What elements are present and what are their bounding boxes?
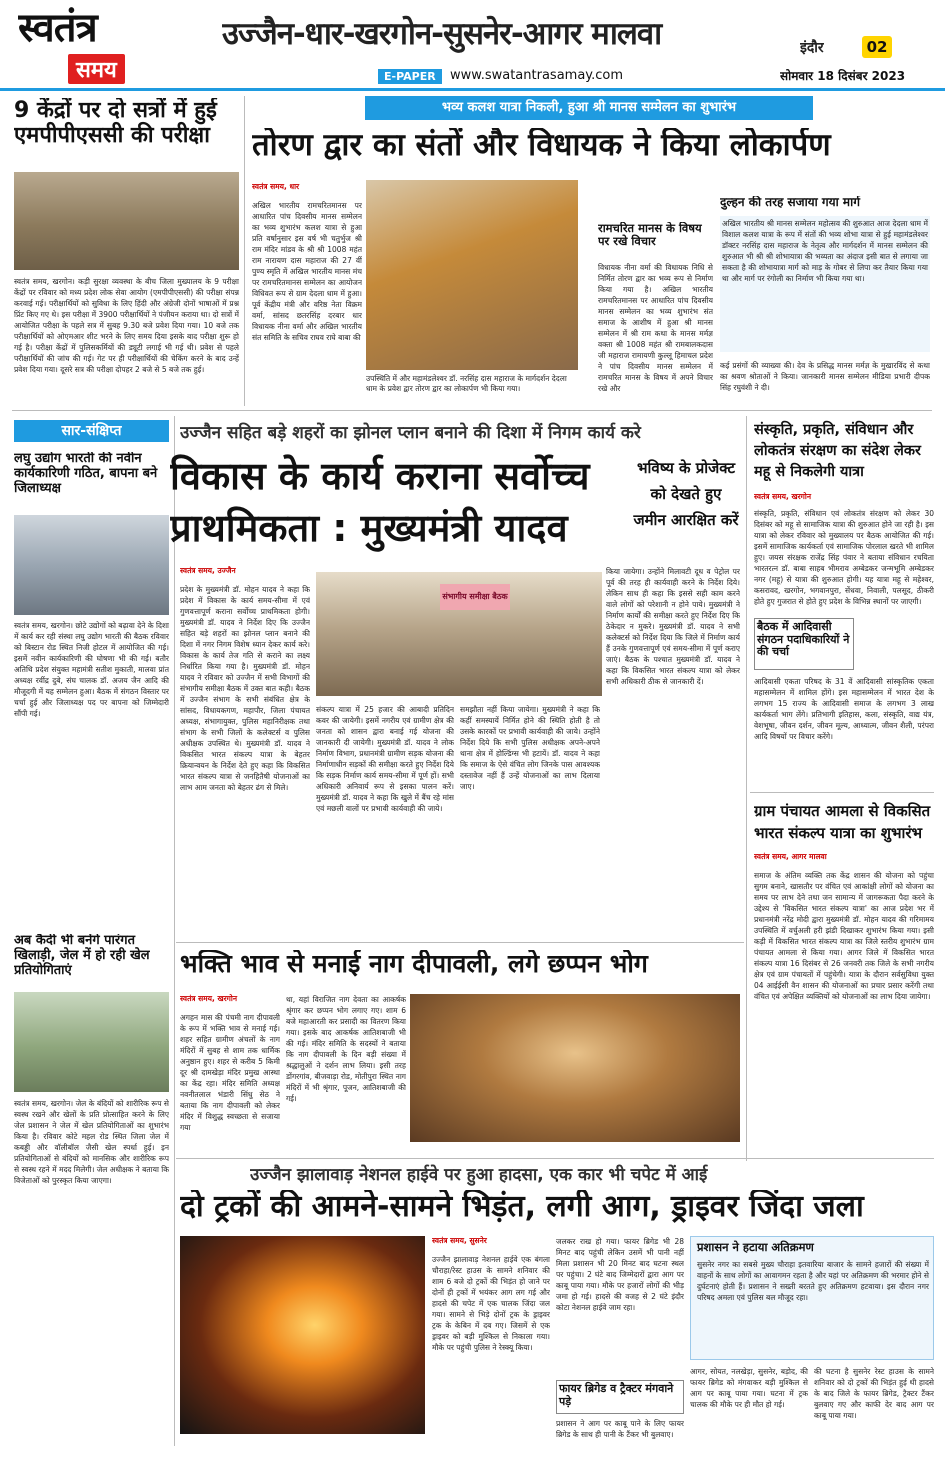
sidebar-item2-headline: अब कैदी भी बनेंगे पारंगत खिलाड़ी, जेल में हो रही खेल प्रतियोगिताएं	[14, 934, 150, 978]
divider	[176, 1158, 934, 1159]
sidebar-item1-headline: लघु उद्योग भारती की नवीन कार्यकारिणी गठित, बापना बने जिलाध्यक्ष	[14, 452, 158, 496]
issue-date: सोमवार 18 दिसंबर 2023	[780, 69, 906, 83]
sidebar-item1-photo	[14, 515, 169, 615]
story7-subhead: फायर ब्रिगेड व ट्रैक्टर मंगवाने पड़े	[556, 1380, 684, 1414]
masthead-rule	[0, 88, 945, 91]
story7-col2: जलकर राख हो गया। फायर ब्रिगेड भी 28 मिनट बाद पहुंची लेकिन उसमें भी पानी नहीं मिला प्रशासन भी 20 मिनट बाद घटना स्थल पर पहुंचा। 2 घंटे बाद जिम्मेदारों द्वारा आग पर काबू पाया गया। मौके पर हजारों लोगों की भीड़ जमा हो गई। हादसे की वजह से 2 घंटे इंदौर कोटा नेशनल हाईवे जाम रहा।	[556, 1237, 684, 1312]
story2-caption: उपस्थिति में और महामंडलेश्वर डॉ. नरसिंह दास महाराज के मार्गदर्शन देदला धाम के प्रवेश द्वार तोरण द्वार का लोकार्पण भी किया गया।	[366, 374, 567, 393]
story1-photo	[14, 172, 239, 270]
story2-headline: तोरण द्वार का संतों और विधायक ने किया लोकार्पण	[252, 128, 831, 163]
divider	[12, 410, 932, 411]
story7-col1: उज्जैन झालावाड़ नेशनल हाईवे एक बंगला चौराहा/रेस्ट हाउस के सामने शनिवार की शाम 6 बजे दो ट्रकों की भिड़ंत हो जाने पर दोनों ही ट्रकों में भयंकर आग लग गई और हादसे की चपेट में एक चालक जिंदा जल गया। सामने से भिड़े दोनों ट्रक के ड्राइवर ट्रक के केबिन में दब गए। जिसमें से एक ड्राइवर को बड़ी मुश्किल से निकाला गया। मौके पर पहुंची पुलिस ने रेस्क्यू किया।	[432, 1255, 550, 1352]
story2-subhead1: रामचरित मानस के विषय पर रखे विचार	[598, 222, 702, 249]
divider	[746, 416, 747, 1161]
story2-subhead2: दुल्हन की तरह सजाया गया मार्ग	[720, 196, 860, 209]
story2-body: अखिल भारतीय रामचरितमानस पर आधारित पांच दिवसीय मानस सम्मेलन का भव्य शुभारंभ कलश यात्रा से हुआ प्रति वर्षानुसार इस वर्ष भी चतुर्भुज श्री राम मंदिर मांडव के श्री श्री 1008 महंत राम नारायण दास महाराज की 27 वीं पुण्य स्मृति में अखिल भारतीय मानस मंच पर रामचरितमानस सम्मेलन का आयोजन विधिवत रूप से ग्राम देदला धाम में हुआ। पूर्व केंद्रीय मंत्री और वरिष्ठ नेता विक्रम वर्मा, सांसद छतरसिंह दरबार धार विधायक नीना वर्मा और अखिल भारतीय संत समिति के सचिव राघव राघे बाबा की	[252, 201, 362, 342]
website-link[interactable]: www.swatantrasamay.com	[450, 68, 624, 83]
story6-headline: भक्ति भाव से मनाई नाग दीपावली, लगे छप्पन भोग	[180, 950, 648, 978]
story3-headline: विकास के कार्य कराना सर्वोच्च प्राथमिकता : मुख्यमंत्री यादव	[170, 454, 590, 550]
story7-box	[690, 1236, 934, 1360]
story4-headline: संस्कृति, प्रकृति, संविधान और लोकतंत्र संरक्षण का संदेश लेकर महू से निकलेगी यात्रा	[754, 422, 921, 480]
story4-body2: आदिवासी एकता परिषद के 31 वें आदिवासी सांस्कृतिक एकता महासम्मेलन में शामिल होंगे। इस महासम्मेलन में भारत देश के लगभग 15 राज्य के आदिवासी समाज के लगभग 3 लाख कार्यकर्ता भाग लेंगे। प्रतिभागी इतिहास, कला, संस्कृति, वाद्य यंत्र, वेशभूषा, जीवन दर्शन, जीवन मूल्य, आध्यात्म, जीवन शैली, परंपरा आदि विषयों पर विचार करेंगे।	[754, 677, 934, 741]
story3-kicker: उज्जैन सहित बड़े शहरों का झोनल प्लान बनाने की दिशा में निगम कार्य करे	[180, 423, 641, 443]
story1-body: स्वतंत्र समय, खरगोन। कड़ी सुरक्षा व्यवस्था के बीच जिला मुख्यालय के 9 परीक्षा केंद्रों पर रविवार को मध्य प्रदेश लोक सेवा आयोग (एमपीपीएससी) की परीक्षा संपन्न करवाई गई। परीक्षार्थियों को सुविधा के लिए हिंदी और अंग्रेजी दोनों भाषाओं में प्रश्न प्रिंट किए गए थे। इस परीक्षा में 3900 परीक्षार्थियों ने पंजीयन कराया था। दो सत्रों में आयोजित परीक्षा के पहले सत्र में सुबह 9.30 बजे प्रवेश दिया गया। 10 बजे तक परीक्षार्थियों को ओएमआर शीट भरने के लिए समय दिया इसके बाद परीक्षा शुरू हो गई है। परीक्षा केंद्रों में पुलिसकर्मियों की ड्यूटी लगाई भी गई थी। प्रवेश से पहले परीक्षार्थियों की जांच की गई। गेट पर ही परीक्षार्थियों की चेकिंग करने के बाद उन्हें प्रवेश दिया गया। दूसरे सत्र की परीक्षा दोपहर 2 बजे से 5 बजे तक हुई।	[14, 277, 239, 374]
story7-headline: दो ट्रकों की आमने-सामने भिड़ंत, लगी आग, ड्राइवर जिंदा जला	[180, 1190, 864, 1224]
story5-body: समाज के अंतिम व्यक्ति तक केंद्र शासन की योजना को पहुंचा सुगम बनाने, खासतौर पर वंचित एवं आकांक्षी लोगों को योजना का समय पर लाभ देने तथा जन सामान्य में जागरूकता पैदा करने के उद्देश्य से 'विकसित भारत संकल्प यात्रा' का आज प्रदेश भर में प्रधानमंत्री नरेंद्र मोदी द्वारा मुख्यमंत्री डॉ. मोहन यादव की गरिमामय उपस्थिति में वर्चुअली हरी झंडी दिखाकर शुभारंभ किया गया। इसी कड़ी में विकसित भारत संकल्प यात्रा का जिले स्तरीय शुभारंभ ग्राम पंचायत आमला से किया गया। आगर जिले में विकसित भारत संकल्प यात्रा 16 दिसंबर से 26 जनवरी तक जिले के सभी नगरीय क्षेत्र एवं ग्राम पंचायतों में पहुंचेगी। यात्रा के दौरान सर्वसुविधा युक्त 04 आईईसी वैन शासन की योजनाओं का प्रचार प्रसार करेंगी तथा वंचित एवं अपेक्षित व्यक्तियों को योजनाओं का लाभ दिया जायेगा।	[754, 871, 934, 1001]
story2-body2-lead	[598, 182, 713, 222]
story7-box-headline: प्रशासन ने हटाया अतिक्रमण	[697, 1240, 814, 1254]
sidebar-item1-body: स्वतंत्र समय, खरगोन। छोटे उद्योगों को बढ़ावा देने के दिशा में कार्य कर रही संस्था लघु उद्योग भारती की बैठक रविवार को बिस्टान रोड स्थित निजी होटल में आयोजित की गई। इसमें नवीन कार्यकारिणी की घोषणा भी की गई। बतौर अतिथि प्रदेश संयुक्त महामंत्री सतीश मुकाती, मालवा प्रांत अध्यक्ष रवींद्र दुबे, संघ चालक डॉ. अजय जैन आदि की मौजूदगी में यह सम्मेलन हुआ। बैठक में संगठन विस्तार पर चर्चा हुई और जिलाध्यक्ष पद पर बापना को जिम्मेदारी सौंपी गई।	[14, 621, 169, 718]
story6-photo	[410, 994, 740, 1142]
masthead-logo	[18, 6, 158, 88]
sidebar-label: सार-संक्षिप्त	[14, 420, 169, 442]
story7-box-body: सुसनेर नगर का सबसे मुख्य चौराहा इतवारिया बाजार के सामने हजारों की संख्या में वाहनों के साथ लोगों का आवागमन रहता है और यहां पर अतिक्रमण की भरमार होने से दुर्घटनाएं होती हैं। प्रशासन ने सख्ती बरतते हुए अतिक्रमण हटवाया। इस दौरान नगर परिषद अमला एवं पुलिस बल मौजूद रहा।	[697, 1260, 929, 1302]
sidebar-item2-photo	[14, 992, 169, 1092]
story3-col3: समझौता नहीं किया जायेगा। मुख्यमंत्री ने कहा कि कहीं समस्यायें निर्मित होने की स्थिति होती है तो उसके कारकों पर प्रभावी कार्यवाही की जाये। उन्होंने निर्देश दिये कि सभी पुलिस अधीक्षक अपने-अपने थाना क्षेत्र में होल्डिंग्स भी हटायें। डॉ. यादव ने कहा कि समाज के ऐसे वंचित लोग जिनके पास आवश्यक दस्तावेज नहीं हैं उन्हें योजनाओं का लाभ दिलाया जाए।	[460, 705, 600, 791]
logo-bottom-text: समय	[68, 54, 125, 84]
story5-headline: ग्राम पंचायत आमला से विकसित भारत संकल्प यात्रा का शुभारंभ	[754, 802, 931, 842]
story7-byline: स्वतंत्र समय, सुसनेर	[432, 1236, 487, 1245]
page-number: 02	[862, 36, 892, 58]
story7-photo	[180, 1236, 425, 1434]
story6-col1: अगहन मास की पंचमी नाग दीपावली के रूप में भक्ति भाव से मनाई गई। शहर सहित ग्रामीण अंचलों के नाग मंदिरों में सुबह से शाम तक धार्मिक अनुष्ठान हुए। शहर से करीब 5 किमी दूर श्री दामखेड़ा मंदिर प्रमुख आस्था का केंद्र रहा। मंदिर समिति अध्यक्ष नवनीतलाल भंडारी सिंधु सेठ ने बताया कि नाग दीपावली को लेकर मंदिर में विशुद्ध स्वच्छता से सजाया गया	[180, 1013, 280, 1132]
story1-headline: 9 केंद्रों पर दो सत्रों में हुई एमपीपीएससी की परीक्षा	[14, 98, 217, 149]
story4-body: संस्कृति, प्रकृति, संविधान एवं लोकतंत्र संरक्षण को लेकर 30 दिसंबर को महू से सामाजिक यात्रा की शुरुआत होने जा रही है। इस यात्रा को लेकर रविवार को मुख्यालय पर बैठक आयोजित की गई। इसमें सामाजिक कार्यकर्ता एवं सामाजिक पोरलाल खरते भी शामिल हुए। जयस संरक्षक राजेंद्र सिंह पंवार ने बताया संविधान रचयिता भारतरत्न डॉ. बाबा साहब भीमराव अम्बेडकर जन्मभूमि अम्बेडकर नगर (महू) से यात्रा की शुरुआत होगी। यह यात्रा महू से महेश्वर, कसरावद, खरगोन, भगवानपुरा, सेंधवा, निवाली, पलसूद, ठीकरी होते हुए गुजरात से होते हुए प्रदेश के विभिन्न स्थानों पर जाएगी।	[754, 509, 934, 606]
divider	[176, 942, 744, 943]
story3-side-box: भविष्य के प्रोजेक्ट को देखते हुए जमीन आरक्षित करें	[633, 459, 739, 529]
story6-col2: था, यहां विराजित नाग देवता का आकर्षक श्रृंगार कर छप्पन भोग लगाए गए। शाम 6 बजे महाआरती कर प्रसादी का वितरण किया गया। इसके बाद आकर्षक आतिशबाजी भी की गई। मंदिर समिति के सदस्यों ने बताया कि नाग दीपावली के दिन बड़ी संख्या में श्रद्धालुओं ने दर्शन लाभ लिया। इसी तरह डोंगरगांव, बीजवाड़ा रोड, मोतीपुरा स्थित नाग मंदिरों में भी श्रृंगार, पूजन, आतिशबाजी की गई।	[286, 995, 406, 1103]
region-title: उज्जैन-धार-खरगोन-सुसनेर-आगर मालवा	[222, 16, 662, 52]
story6-byline: स्वतंत्र समय, खरगोन	[180, 994, 238, 1003]
story3-photo	[316, 572, 602, 696]
story7-kicker: उज्जैन झालावाड़ नेशनल हाईवे पर हुआ हादसा, एक कार भी चपेट में आई	[250, 1165, 708, 1185]
city-label: इंदौर	[800, 40, 824, 56]
sidebar-item2-body: स्वतंत्र समय, खरगोन। जेल के बंदियों को शारीरिक रूप से स्वस्थ रखने और खेलों के प्रति प्रोत्साहित करने के लिए जेल प्रशासन ने जेल में खेल प्रतियोगिताओं का शुभारंभ किया है। रविवार कोटे महल रोड स्थित जिला जेल में कबड्डी और वॉलीबॉल जैसी खेल स्पर्धा हुई। इन प्रतियोगिताओं से बंदियों को मानसिक और शारीरिक रूप से स्वस्थ रहने में मदद मिलेगी। जेल अधीक्षक ने बताया कि विजेताओं को पुरस्कृत किया जाएगा।	[14, 1099, 169, 1185]
story3-byline: स्वतंत्र समय, उज्जैन	[180, 566, 236, 575]
story2-photo	[366, 180, 578, 370]
story7-col2b: प्रशासन ने आग पर काबू पाने के लिए फायर ब्रिगेड के साथ ही पानी के टैंकर भी बुलवाए।	[556, 1419, 684, 1439]
epaper-badge[interactable]: E-PAPER	[378, 69, 442, 84]
story3-banner: संभागीय समीक्षा बैठक	[440, 584, 510, 610]
story2-body3: अखिल भारतीय श्री मानस सम्मेलन महोत्सव की शुरुआत आज देदला धाम में विशाल कलश यात्रा के रूप में संतों की भव्य शोभा यात्रा से हुई महामंडलेश्वर डॉक्टर नरसिंह दास महाराज के नेतृत्व और मार्गदर्शन में मानस सम्मेलन की शुरुआत भी श्री श्री शोभायात्रा की भव्यता का अंदाज इसी बात से लगाया जा सकता है की शोभायात्रा मार्ग को माड़ के गोबर से लिपा कर तैयार किया गया था और मार्ग पर रंगोली का निर्माण भी किया गया था।	[720, 216, 930, 352]
story2-byline: स्वतंत्र समय, धार	[252, 182, 300, 191]
story5-byline: स्वतंत्र समय, आगर मालवा	[754, 852, 827, 861]
logo-top-text: स्वतंत्र	[18, 6, 97, 51]
story3-col4: किया जायेगा। उन्होंने मिलावटी दूध व पेट्रोल पर पूर्व की तरह ही कार्यवाही करने के निर्देश दिये। लेकिन साथ ही कहा कि इससे सही काम करने वाले लोगों को परेशानी न होने पाये। मुख्यमंत्री ने निर्माण कार्यों की समीक्षा करते हुए निर्देश दिए कि ठेकेदार न मुकरे। मुख्यमंत्री डॉ. यादव ने सभी कलेक्टर्स को निर्देश दिया कि जिले में निर्माण कार्य हैं उनके गुणवत्तापूर्ण एवं समय-सीमा में पूर्ण कराए जाएं। बैठक के पश्चात मुख्यमंत्री डॉ. यादव ने कहा कि विकसित भारत संकल्प यात्रा को लेकर सभी अधिकारी ठीक से जानकारी दें।	[606, 567, 740, 686]
story3-col2: संकल्प यात्रा में 25 हजार की आबादी प्रतिदिन कवर की जायेगी। इसमें नगरीय एवं ग्रामीण क्षेत्र की जनता को शासन द्वारा बनाई गई योजना की जानकारी दी जायेगी। मुख्यमंत्री डॉ. यादव ने लोक निर्माण विभाग, प्रधानमंत्री ग्रामीण सड़क योजना की निर्माणाधीन सड़कों की समीक्षा करते हुए निर्देश दिये कि सड़क निर्माण कार्य समय-सीमा में पूर्ण हों। सभी अधिकारी अनिवार्य रूप से इसका पालन करें। मुख्यमंत्री डॉ. यादव ने कहा कि खुले में बैंच रहे मांस एवं मछली वालों पर प्रभावी कार्यवाही की जाये।	[316, 705, 454, 813]
story7-col4: की घटना है सुसनेर रेस्ट हाउस के सामने शनिवार को दो ट्रकों की भिड़ंत हुई थी हादसे के बाद जिले के फायर ब्रिगेड, ट्रैक्टर टैंकर बुलवाए गए और काफी देर बाद आग पर काबू पाया गया।	[814, 1367, 934, 1420]
story2-body4: कई प्रसंगों की व्याख्या की। देव के प्रसिद्ध मानस मर्मज्ञ के मुखारविंद से कथा का श्रवण श्रोताओं ने किया। जानकारी मानस सम्मेलन मीडिया प्रभारी दीपक सिंह रघुवंशी ने दी।	[720, 361, 930, 392]
story3-col1: प्रदेश के मुख्यमंत्री डॉ. मोहन यादव ने कहा कि प्रदेश में विकास के कार्य समय-सीमा में एवं गुणवत्तापूर्ण कराना सर्वोच्च प्राथमिकता होगी। मुख्यमंत्री डॉ. यादव ने निर्देश दिए कि उज्जैन सहित बड़े शहरों का झोनल प्लान बनाने की दिशा में नगर निगम विशेष ध्यान देकर कार्य करे। विकास के कार्य तेज गति से कराने का लक्ष्य निर्धारित किया गया है। मुख्यमंत्री डॉ. मोहन यादव ने रविवार को उज्जैन में सभी विभागों की संभागीय समीक्षा बैठक में उक्त बात कही। बैठक में उज्जैन संभाग के सभी संबंधित क्षेत्र के सांसद, विधायकगण, महापौर, जिला पंचायत अध्यक्ष, संभागायुक्त, पुलिस महानिरीक्षक तथा संभाग के सभी जिलों के कलेक्टर्स व पुलिस अधीक्षक उपस्थित थे। मुख्यमंत्री डॉ. यादव ने विकसित भारत संकल्प यात्रा के बेहतर क्रियान्वयन के निर्देश देते हुए कहा कि विकसित भारत संकल्प यात्रा से जनहितैषी योजनाओं का लाभ आम जनता को बेहतर ढंग से मिले।	[180, 585, 310, 792]
story2-body2: विधायक नीना वर्मा की विधायक निधि से निर्मित तोरण द्वार का भव्य रूप से निर्माण किया गया है। अखिल भारतीय रामचरितमानस पर आधारित पांच दिवसीय मानस सम्मेलन का भव्य शुभारंभ संत समाज के आशीष में हुआ श्री मानस सम्मेलन में श्री राम कथा के मानस मर्मज्ञ वक्ता श्री 1008 महंत श्री रामबालकदास जी महाराज रामायणी कुल्लू हिमाचल प्रदेश ने पांच दिवसीय मानस सम्मेलन में रामचरित मानस के विषय में अपने विचार रखे और	[598, 263, 713, 393]
divider	[244, 96, 245, 406]
story2-kicker: भव्य कलश यात्रा निकली, हुआ श्री मानस सम्मेलन का शुभारंभ	[365, 96, 813, 120]
story7-col3: आगर, सोयत, नलखेड़ा, सुसनेर, बड़ोद, की फायर ब्रिगेड को मंगवाकर बड़ी मुश्किल से आग पर काबू पाया गया। घटना में ट्रक चालक की मौके पर ही मौत हो गई।	[690, 1367, 808, 1409]
divider	[750, 792, 934, 793]
story4-box: बैठक में आदिवासी संगठन पदाधिकारियों ने की चर्चा	[754, 618, 854, 670]
story4-byline: स्वतंत्र समय, खरगोन	[754, 492, 812, 501]
divider	[174, 416, 175, 1446]
